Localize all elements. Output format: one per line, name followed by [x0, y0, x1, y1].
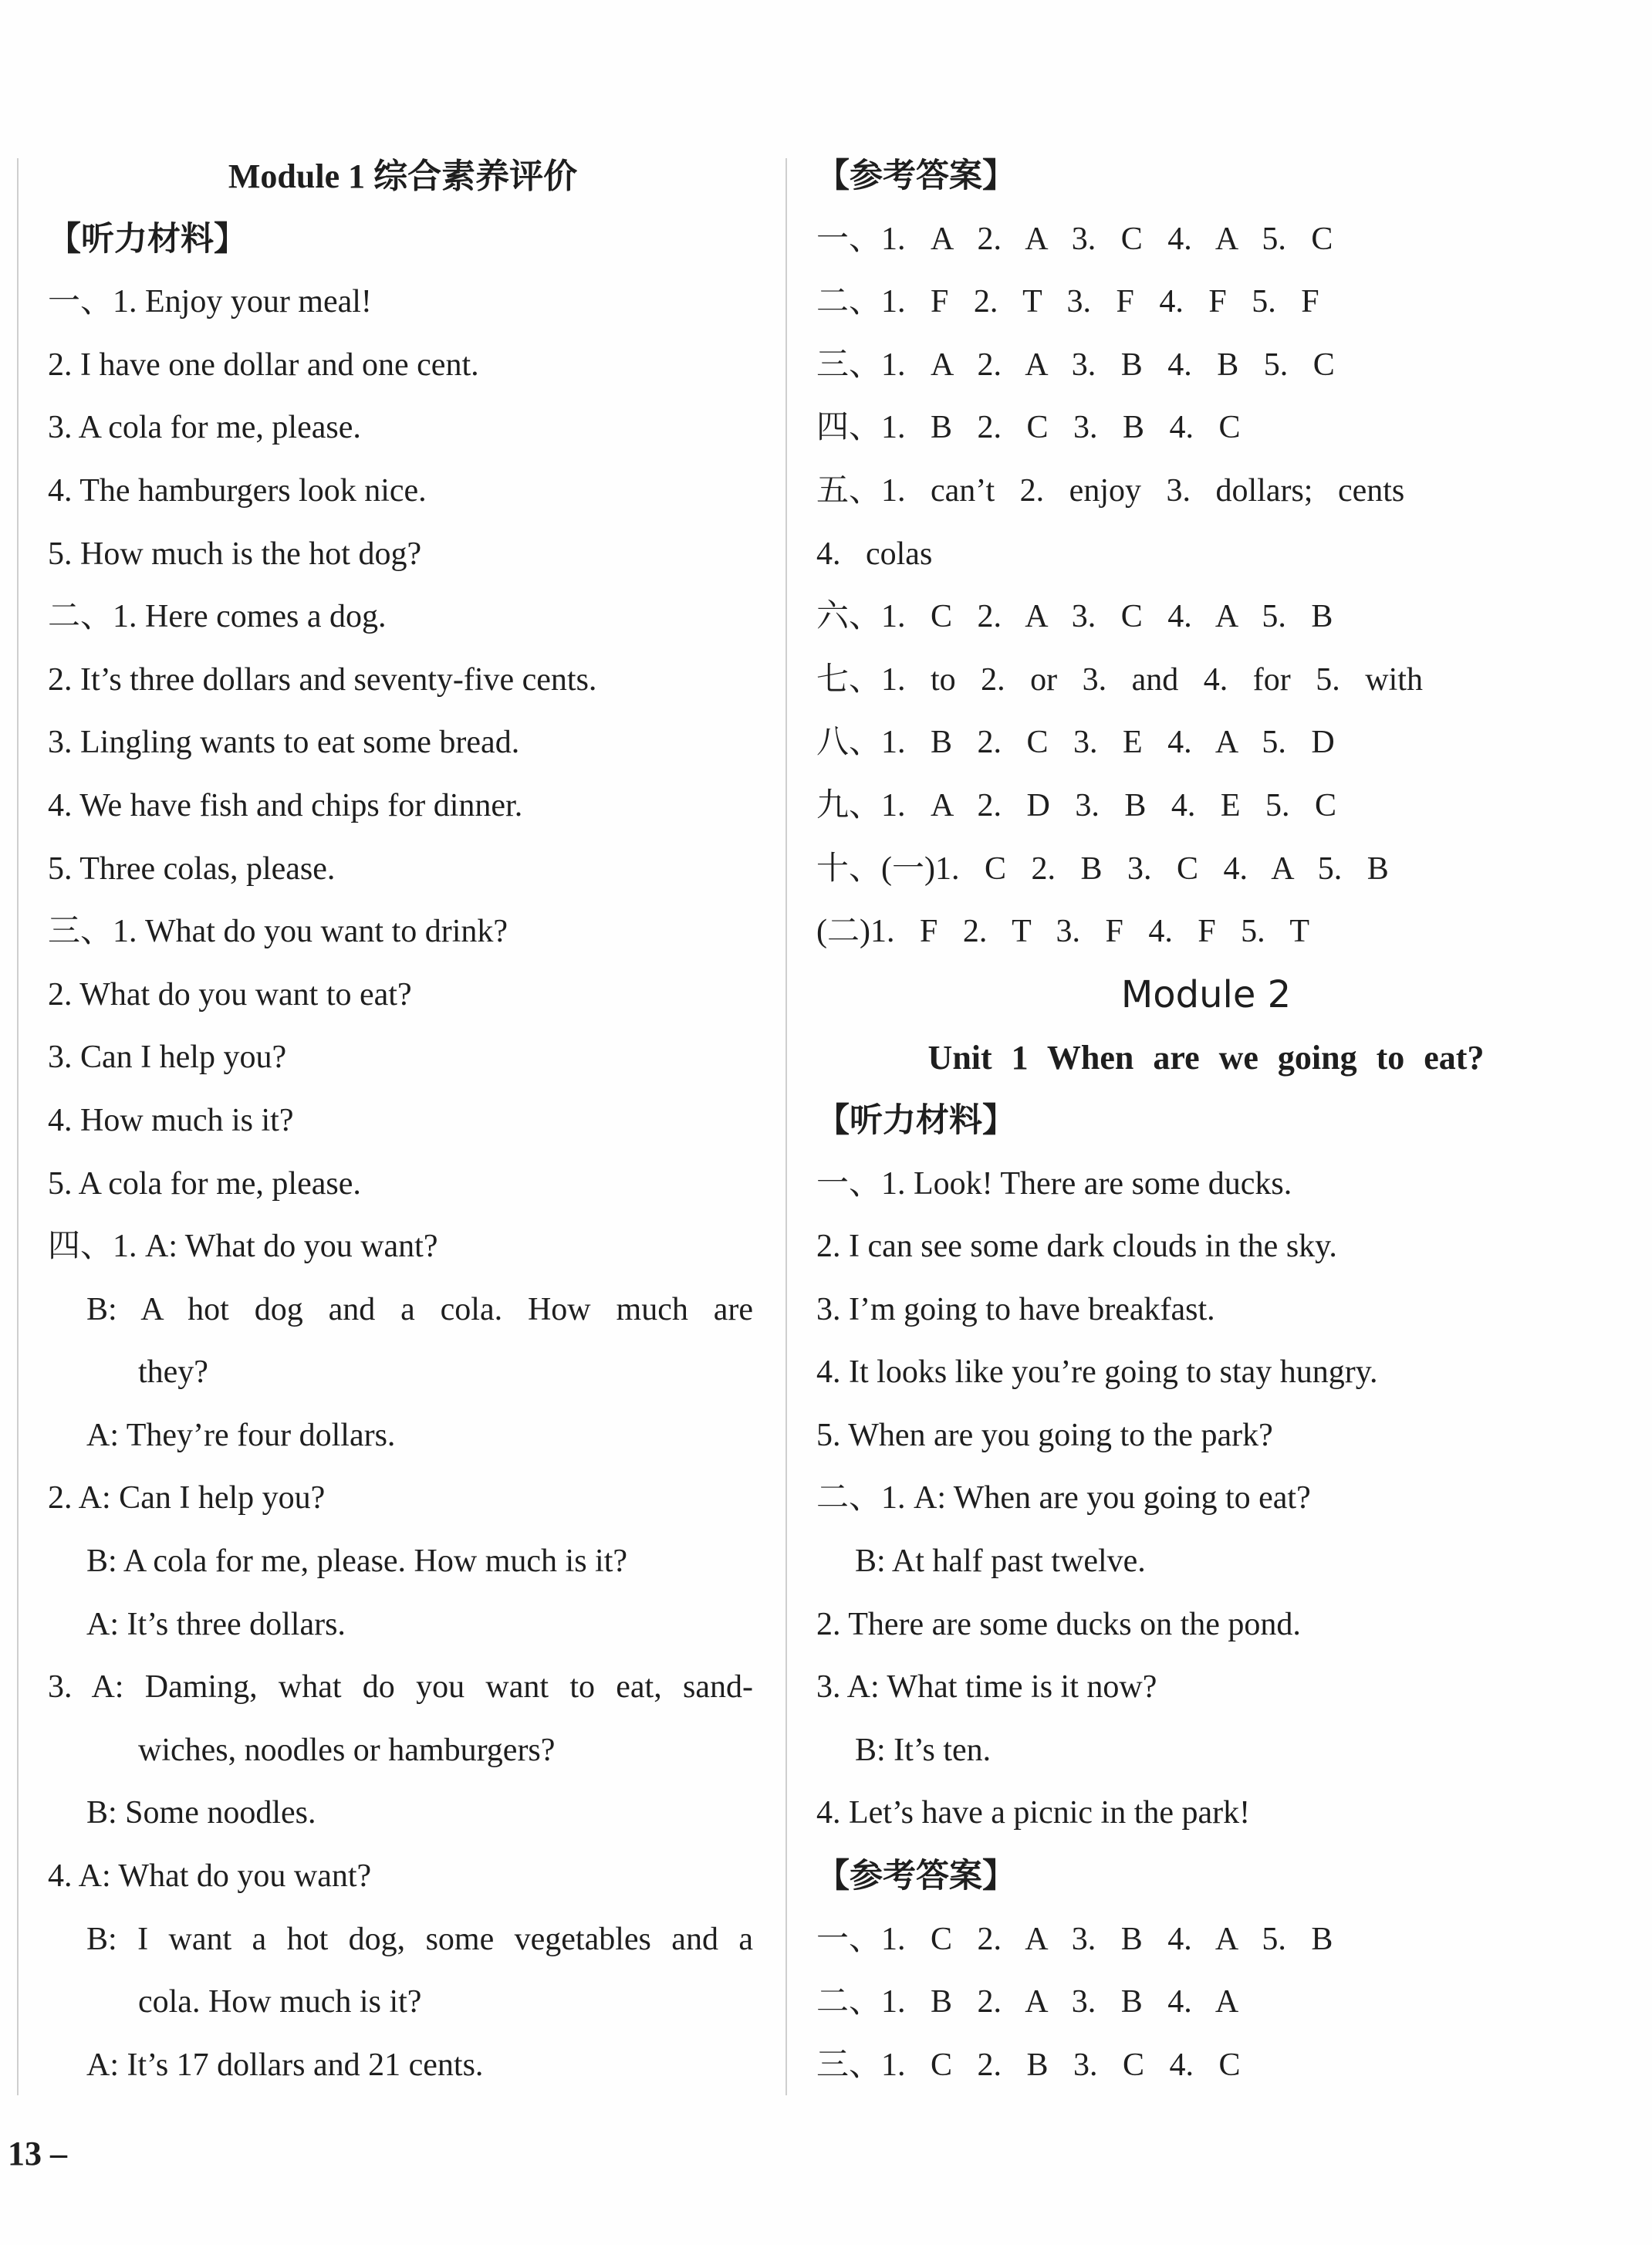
- answer-row: 二、1. F 2. T 3. F 4. F 5. F: [816, 284, 1319, 320]
- list-item: 3. Lingling wants to eat some bread.: [48, 725, 520, 761]
- list-item: A: It’s 17 dollars and 21 cents.: [86, 2047, 484, 2083]
- list-item: 3. A: Daming, what do you want to eat, sand-: [48, 1669, 753, 1706]
- list-item: 四、1. A: What do you want?: [48, 1229, 438, 1265]
- list-item: 5. When are you going to the park?: [816, 1417, 1273, 1453]
- answer-row: 一、1. C 2. A 3. B 4. A 5. B: [816, 1921, 1333, 1957]
- answers-heading: 【参考答案】: [816, 157, 1015, 195]
- list-item: 4. We have fish and chips for dinner.: [48, 787, 523, 823]
- unit-title: Unit 1 When are we going to eat?: [927, 1039, 1485, 1077]
- list-item: B: A hot dog and a cola. How much are: [86, 1291, 753, 1327]
- right-column: [816, 145, 1596, 2097]
- list-item: B: It’s ten.: [855, 1732, 992, 1768]
- list-item: 2. I have one dollar and one cent.: [48, 347, 479, 383]
- list-item: B: I want a hot dog, some vegetables and a: [86, 1921, 753, 1957]
- list-item: B: At half past twelve.: [855, 1543, 1146, 1580]
- answer-row: 九、1. A 2. D 3. B 4. E 5. C: [816, 787, 1337, 823]
- list-item: A: It’s three dollars.: [86, 1606, 346, 1642]
- answer-row: (二)1. F 2. T 3. F 4. F 5. T: [816, 914, 1310, 950]
- list-item: 三、1. What do you want to drink?: [48, 914, 508, 950]
- answer-row: 五、1. can’t 2. enjoy 3. dollars; cents: [816, 472, 1405, 509]
- answer-row: 十、(一)1. C 2. B 3. C 4. A 5. B: [816, 850, 1389, 887]
- answers-heading-2: 【参考答案】: [816, 1857, 1015, 1896]
- list-item: 4. It looks like you’re going to stay hungry.: [816, 1354, 1378, 1391]
- answer-row: 六、1. C 2. A 3. C 4. A 5. B: [816, 599, 1333, 635]
- list-item: 4. The hamburgers look nice.: [48, 472, 427, 509]
- list-item: wiches, noodles or hamburgers?: [138, 1732, 556, 1768]
- answer-row: 4. colas: [816, 536, 933, 572]
- left-margin-line: [17, 158, 19, 2095]
- left-column: [48, 145, 758, 2097]
- list-item: 二、1. A: When are you going to eat?: [816, 1480, 1311, 1516]
- page-number: 13 –: [8, 2135, 67, 2172]
- answer-row: 三、1. A 2. A 3. B 4. B 5. C: [816, 347, 1335, 383]
- module-title: Module 2: [1120, 972, 1292, 1016]
- answer-row: 八、1. B 2. C 3. E 4. A 5. D: [816, 725, 1335, 761]
- list-item: 3. Can I help you?: [48, 1040, 287, 1076]
- listening-heading-2: 【听力材料】: [816, 1101, 1015, 1140]
- list-item: A: They’re four dollars.: [86, 1417, 396, 1453]
- list-item: 3. I’m going to have breakfast.: [816, 1291, 1215, 1327]
- answer-row: 七、1. to 2. or 3. and 4. for 5. with: [816, 661, 1423, 698]
- answer-row: 三、1. C 2. B 3. C 4. C: [816, 2047, 1241, 2083]
- list-item: 5. A cola for me, please.: [48, 1165, 361, 1202]
- answer-row: 一、1. A 2. A 3. C 4. A 5. C: [816, 221, 1333, 257]
- list-item: 3. A: What time is it now?: [816, 1669, 1157, 1706]
- left-title: Module 1 综合素养评价: [228, 157, 578, 195]
- listening-heading: 【听力材料】: [48, 219, 247, 259]
- column-divider-line: [785, 158, 787, 2095]
- list-item: 2. I can see some dark clouds in the sky.: [816, 1229, 1337, 1265]
- list-item: 3. A cola for me, please.: [48, 410, 361, 446]
- list-item: they?: [138, 1354, 208, 1391]
- list-item: 4. How much is it?: [48, 1102, 294, 1138]
- answer-row: 四、1. B 2. C 3. B 4. C: [816, 410, 1241, 446]
- list-item: 2. A: Can I help you?: [48, 1480, 326, 1516]
- answer-row: 二、1. B 2. A 3. B 4. A: [816, 1984, 1239, 2020]
- list-item: 二、1. Here comes a dog.: [48, 599, 387, 635]
- list-item: 5. Three colas, please.: [48, 850, 336, 887]
- list-item: 2. There are some ducks on the pond.: [816, 1606, 1301, 1642]
- list-item: B: Some noodles.: [86, 1795, 316, 1831]
- list-item: 一、1. Enjoy your meal!: [48, 284, 372, 320]
- list-item: 2. It’s three dollars and seventy-five cents.: [48, 661, 597, 698]
- list-item: 4. Let’s have a picnic in the park!: [816, 1795, 1251, 1831]
- list-item: 2. What do you want to eat?: [48, 976, 412, 1013]
- list-item: cola. How much is it?: [138, 1984, 422, 2020]
- list-item: 5. How much is the hot dog?: [48, 536, 422, 572]
- list-item: 一、1. Look! There are some ducks.: [816, 1165, 1292, 1202]
- list-item: 4. A: What do you want?: [48, 1858, 372, 1895]
- list-item: B: A cola for me, please. How much is it?: [86, 1543, 628, 1580]
